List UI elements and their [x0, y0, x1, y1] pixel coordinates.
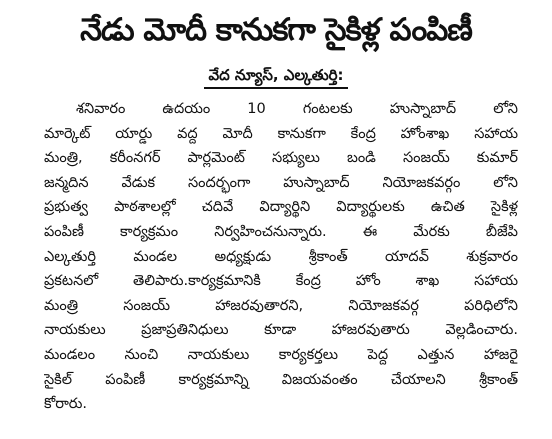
article-byline: వేద న్యూస్, ఎల్కతుర్తి: [204, 66, 347, 89]
body-line: ప్రకటనలో తెలిపారు.కార్యక్రమానికి కేంద్ర హోం శాఖ సహాయ [44, 273, 518, 290]
byline-container [0, 65, 552, 89]
body-line: మంత్రి సంజయ్ హాజరవుతారని, నియోజకవర్గ పరిధిలోని [44, 297, 518, 314]
body-line: ఎల్కతుర్తి మండల అధ్యక్షుడు శ్రీకాంత్ యాదవ్ శుక్రవారం [44, 248, 518, 265]
body-line: మార్కెట్ యార్డు వద్ద మోదీ కానుకగా కేంద్ర హోంశాఖ సహాయ [44, 125, 518, 142]
body-line: శనివారం ఉదయం 10 గంటలకు హుస్నాబాద్ లోని [76, 101, 518, 117]
body-line: మండలం నుంచి నాయకులు కార్యకర్తలు పెద్ద ఎత్తున హాజరై [44, 346, 518, 363]
body-line: పంపిణీ కార్యక్రమం నిర్వహించనున్నారు. ఈ మేరకు బీజేపి [44, 223, 518, 240]
article-headline: నేడు మోదీ కానుకగా సైకిళ్ల పంపిణీ [80, 12, 472, 48]
body-line: నాయకులు ప్రజాప్రతినిధులు కూడా హాజరవుతారు వెల్లడించారు. [44, 322, 518, 339]
body-line: కోరారు. [44, 396, 88, 413]
article-body [44, 97, 518, 417]
body-line: జన్మదిన వేడుక సందర్భంగా హుస్నాబాద్ నియోజకవర్గం లోని [44, 174, 518, 191]
body-line: సైకిల్ పంపిణీ కార్యక్రమాన్ని విజయవంతం చేయాలని శ్రీకాంత్ [44, 371, 518, 388]
body-line: ప్రభుత్వ పాఠశాలల్లో చదివే విద్యార్థిని విద్యార్థులకు ఉచిత సైకిళ్ల [44, 199, 518, 216]
body-line: మంత్రి, కరీంనగర్ పార్లమెంట్ సభ్యులు బండి సంజయ్ కుమార్ [44, 150, 518, 167]
